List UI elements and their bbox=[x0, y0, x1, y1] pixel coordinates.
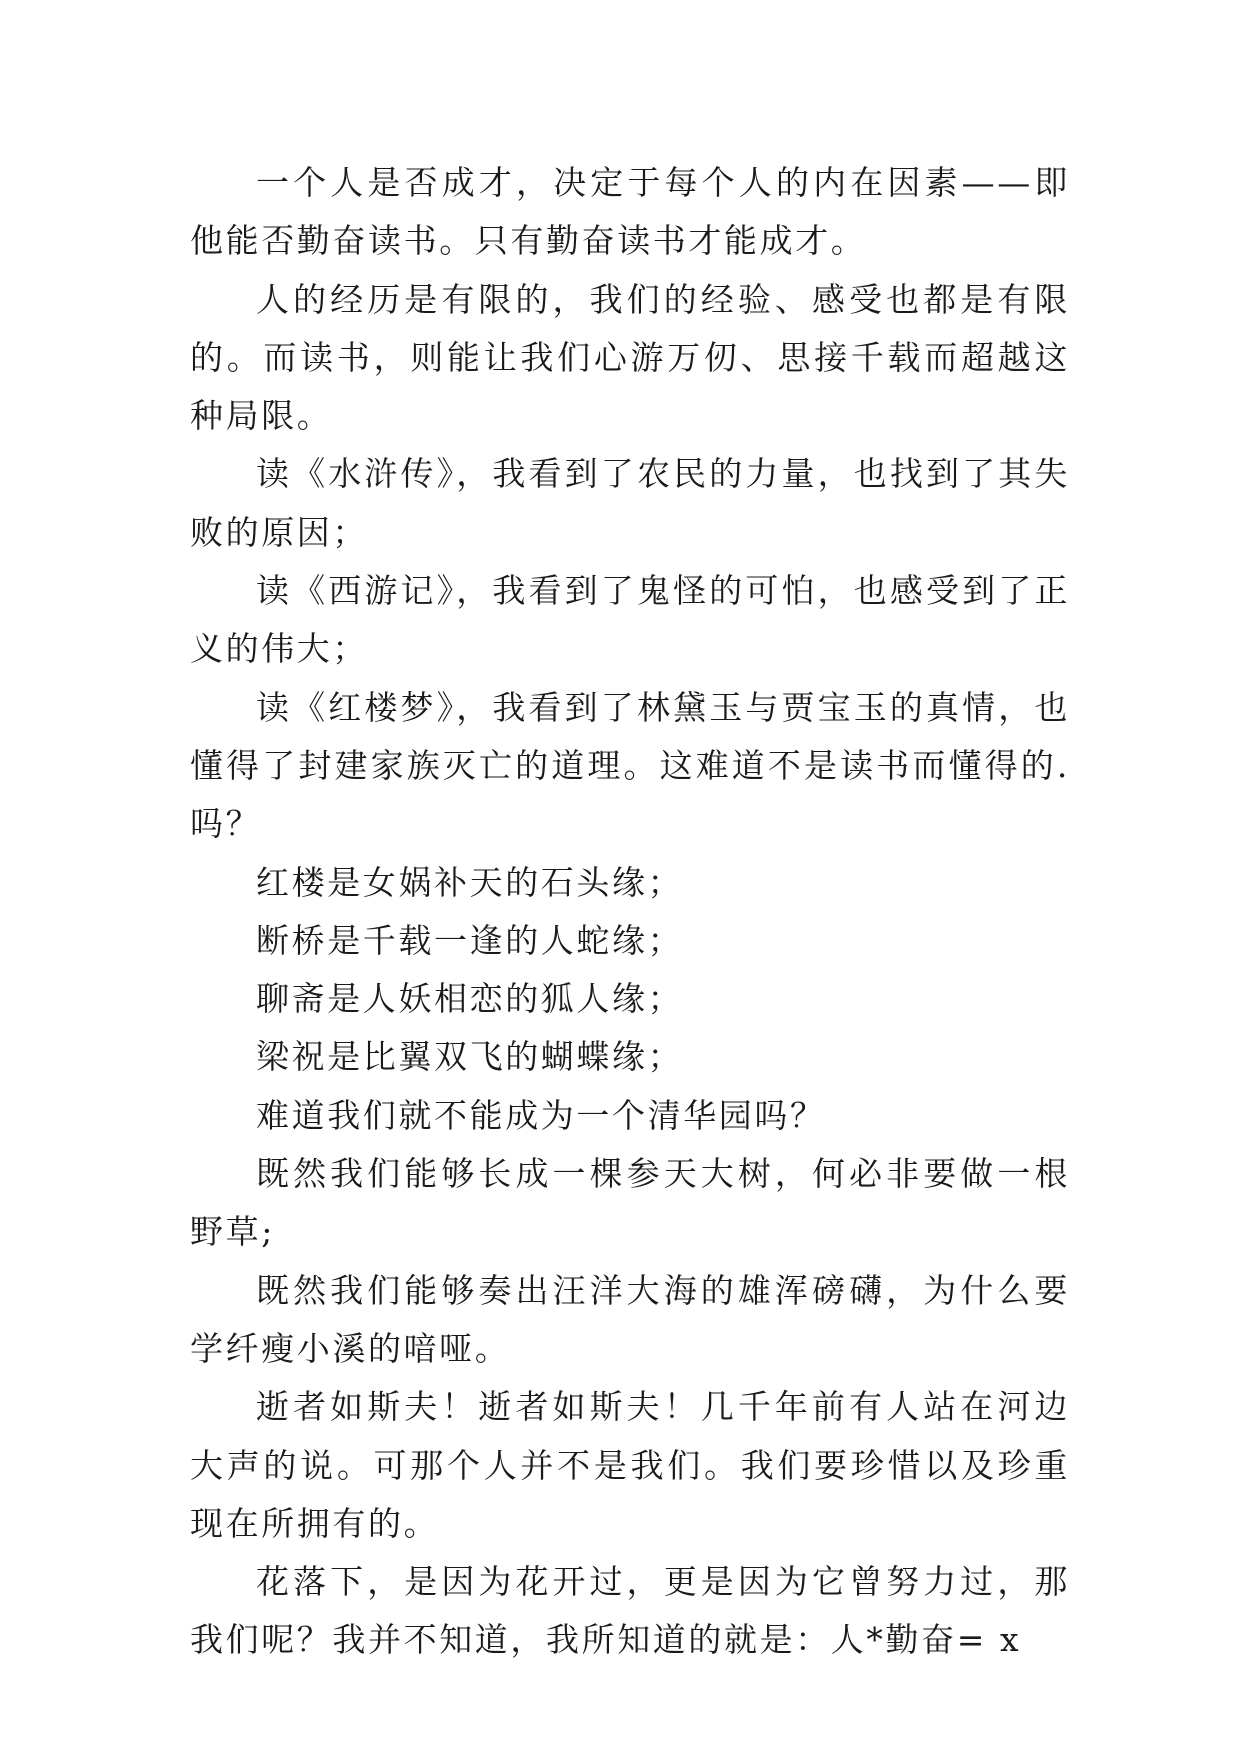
paragraph: 既然我们能够奏出汪洋大海的雄浑磅礴，为什么要学纤瘦小溪的喑哑。 bbox=[190, 1270, 1070, 1368]
paragraph: 读《西游记》，我看到了鬼怪的可怕，也感受到了正义的伟大； bbox=[190, 571, 1070, 669]
paragraph: 一个人是否成才，决定于每个人的内在因素——即他能否勤奋读书。只有勤奋读书才能成才。 bbox=[190, 163, 1070, 261]
paragraph: 逝者如斯夫！逝者如斯夫！几千年前有人站在河边大声的说。可那个人并不是我们。我们要珍惜以及珍重现在所拥有的。 bbox=[190, 1387, 1070, 1543]
paragraph: 既然我们能够长成一棵参天大树，何必非要做一根野草; bbox=[190, 1154, 1070, 1252]
paragraph: 花落下，是因为花开过，更是因为它曾努力过，那我们呢？我并不知道，我所知道的就是：人*勤奋= x bbox=[190, 1562, 1070, 1660]
paragraph: 红楼是女娲补天的石头缘； bbox=[256, 862, 684, 902]
paragraph: 人的经历是有限的，我们的经验、感受也都是有限的。而读书，则能让我们心游万仞、思接千载而超越这种局限。 bbox=[190, 279, 1070, 436]
paragraph: 难道我们就不能成为一个清华园吗？ bbox=[256, 1095, 826, 1135]
paragraph: 读《水浒传》，我看到了农民的力量，也找到了其失败的原因； bbox=[190, 454, 1070, 552]
essay-body bbox=[190, 154, 1070, 1670]
paragraph: 梁祝是比翼双飞的蝴蝶缘； bbox=[256, 1037, 684, 1077]
paragraph: 聊斋是人妖相恋的狐人缘； bbox=[256, 979, 684, 1019]
paragraph: 断桥是千载一逢的人蛇缘； bbox=[256, 920, 684, 960]
paragraph: 读《红楼梦》，我看到了林黛玉与贾宝玉的真情，也懂得了封建家族灭亡的道理。这难道不是读书而懂得的.吗？ bbox=[190, 687, 1070, 844]
